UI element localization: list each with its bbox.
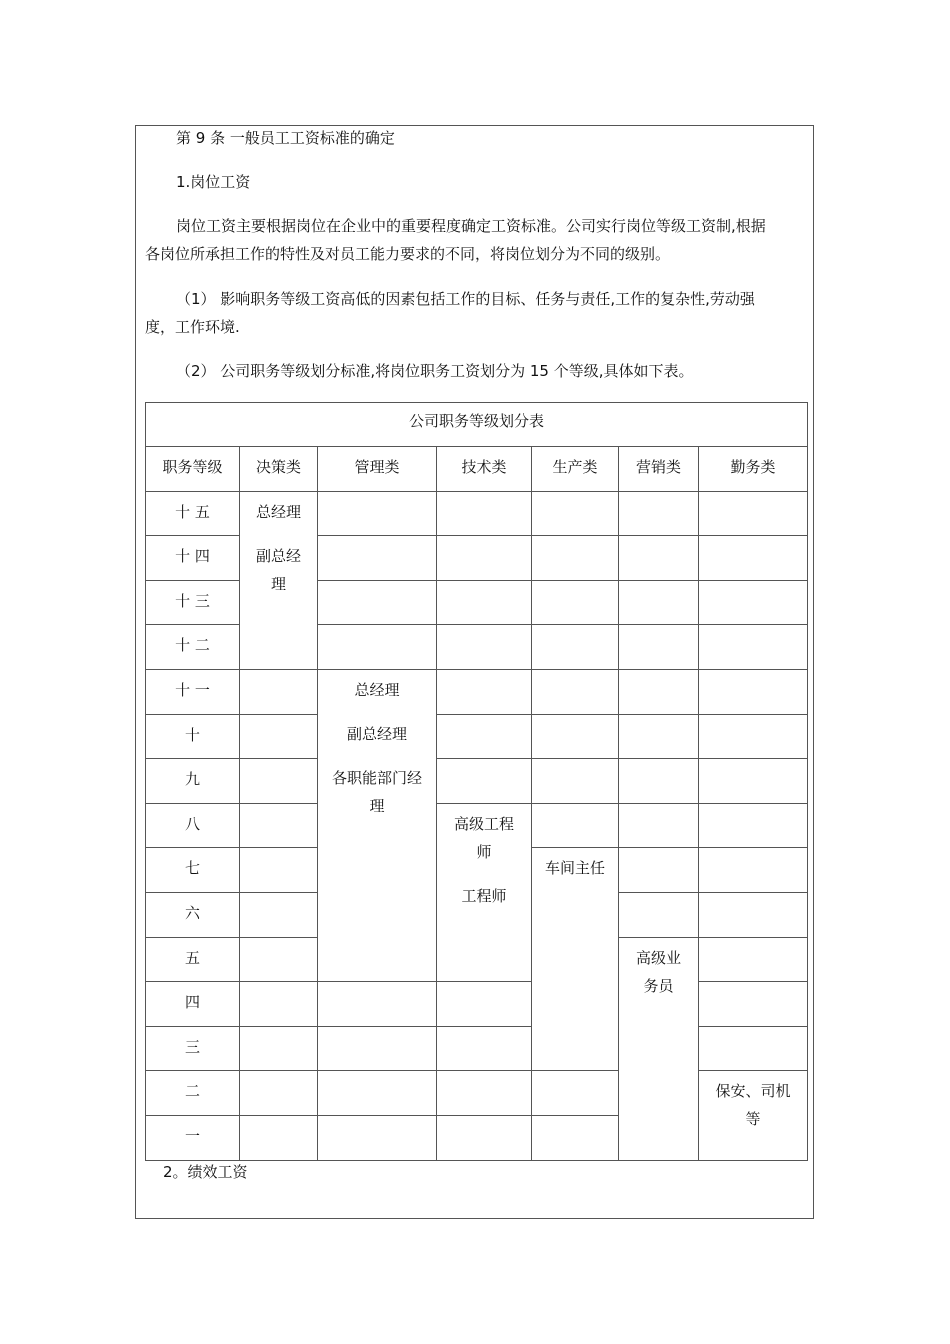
table-header-row — [146, 447, 808, 492]
table-row — [146, 714, 808, 759]
empty-cell — [699, 759, 808, 804]
empty-cell — [619, 892, 699, 937]
table-row — [146, 491, 808, 536]
empty-cell — [437, 669, 532, 714]
empty-cell — [619, 848, 699, 893]
empty-cell — [699, 803, 808, 848]
empty-cell — [437, 1026, 532, 1071]
empty-cell — [619, 714, 699, 759]
management-cell — [318, 669, 437, 981]
grade-cell: 二 — [146, 1071, 240, 1116]
marketing-text: 高级业 — [635, 948, 681, 967]
empty-cell — [619, 625, 699, 670]
grade-cell: 四 — [146, 982, 240, 1027]
empty-cell — [318, 1071, 437, 1116]
header-production: 生产类 — [532, 447, 619, 492]
table-title: 公司职务等级划分表 — [146, 403, 808, 447]
empty-cell — [437, 714, 532, 759]
technical-text: 师 — [476, 842, 492, 861]
item1-paragraph-line-1: （1） 影响职务等级工资高低的因素包括工作的目标、任务与责任,工作的复杂性,劳动强 — [176, 290, 755, 308]
empty-cell — [437, 491, 532, 536]
empty-cell — [437, 1115, 532, 1160]
empty-cell — [532, 491, 619, 536]
empty-cell — [699, 1026, 808, 1071]
empty-cell — [437, 759, 532, 804]
empty-cell — [240, 892, 318, 937]
intro-paragraph-line-1: 岗位工资主要根据岗位在企业中的重要程度确定工资标准。公司实行岗位等级工资制,根据 — [176, 217, 766, 235]
empty-cell — [240, 803, 318, 848]
service-cell — [699, 1071, 808, 1160]
empty-cell — [240, 759, 318, 804]
empty-cell — [532, 1115, 619, 1160]
empty-cell — [532, 580, 619, 625]
empty-cell — [240, 714, 318, 759]
header-marketing: 营销类 — [619, 447, 699, 492]
empty-cell — [437, 580, 532, 625]
empty-cell — [240, 1071, 318, 1116]
grade-cell: 一 — [146, 1115, 240, 1160]
empty-cell — [318, 982, 437, 1027]
table-row — [146, 1071, 808, 1116]
empty-cell — [318, 1115, 437, 1160]
job-grade-table — [145, 402, 808, 1161]
management-text: 各职能部门经 — [331, 768, 422, 787]
item2-paragraph: （2） 公司职务等级划分标准,将岗位职务工资划分为 15 个等级,具体如下表。 — [176, 362, 694, 380]
empty-cell — [318, 491, 437, 536]
grade-cell: 六 — [146, 892, 240, 937]
marketing-text: 务员 — [643, 976, 674, 995]
production-cell — [532, 848, 619, 1071]
empty-cell — [240, 1026, 318, 1071]
section-title-position-wage: 1.岗位工资 — [176, 173, 251, 191]
item1-paragraph-line-2: 度，工作环境. — [145, 318, 240, 336]
grade-cell: 七 — [146, 848, 240, 893]
marketing-cell — [619, 937, 699, 1160]
empty-cell — [699, 669, 808, 714]
grade-cell: 十 一 — [146, 669, 240, 714]
empty-cell — [318, 625, 437, 670]
table-row — [146, 803, 808, 848]
technical-text: 高级工程 — [453, 814, 514, 833]
empty-cell — [437, 625, 532, 670]
decision-text: 总经理 — [255, 502, 301, 521]
header-management: 管理类 — [318, 447, 437, 492]
empty-cell — [699, 491, 808, 536]
empty-cell — [619, 491, 699, 536]
empty-cell — [437, 536, 532, 581]
technical-text: 工程师 — [461, 886, 507, 905]
empty-cell — [532, 759, 619, 804]
empty-cell — [619, 669, 699, 714]
grade-cell: 八 — [146, 803, 240, 848]
empty-cell — [699, 536, 808, 581]
empty-cell — [318, 580, 437, 625]
table-row — [146, 759, 808, 804]
table-row — [146, 669, 808, 714]
empty-cell — [532, 625, 619, 670]
empty-cell — [699, 714, 808, 759]
empty-cell — [699, 580, 808, 625]
grade-cell: 十 五 — [146, 491, 240, 536]
empty-cell — [699, 892, 808, 937]
table-row — [146, 982, 808, 1027]
empty-cell — [240, 669, 318, 714]
technical-cell — [437, 803, 532, 981]
management-text: 理 — [369, 796, 385, 815]
empty-cell — [532, 536, 619, 581]
header-grade: 职务等级 — [146, 447, 240, 492]
management-text: 副总经理 — [346, 724, 407, 743]
table-row — [146, 1026, 808, 1071]
grade-cell: 十 三 — [146, 580, 240, 625]
header-technical: 技术类 — [437, 447, 532, 492]
empty-cell — [437, 1071, 532, 1116]
grade-cell: 九 — [146, 759, 240, 804]
empty-cell — [619, 580, 699, 625]
article-heading: 第 9 条 一般员工工资标准的确定 — [176, 129, 395, 147]
grade-cell: 五 — [146, 937, 240, 982]
empty-cell — [240, 848, 318, 893]
empty-cell — [619, 759, 699, 804]
decision-text: 副总经 — [255, 546, 301, 565]
empty-cell — [437, 982, 532, 1027]
decision-text: 理 — [270, 574, 286, 593]
empty-cell — [532, 803, 619, 848]
empty-cell — [532, 1071, 619, 1116]
grade-cell: 十 — [146, 714, 240, 759]
empty-cell — [619, 536, 699, 581]
empty-cell — [318, 536, 437, 581]
intro-paragraph-line-2: 各岗位所承担工作的特性及对员工能力要求的不同，将岗位划分为不同的级别。 — [145, 245, 671, 263]
empty-cell — [532, 714, 619, 759]
empty-cell — [699, 625, 808, 670]
service-text: 保安、司机 — [715, 1082, 791, 1101]
management-text: 总经理 — [354, 680, 400, 699]
empty-cell — [699, 982, 808, 1027]
empty-cell — [532, 669, 619, 714]
header-decision: 决策类 — [240, 447, 318, 492]
empty-cell — [699, 848, 808, 893]
empty-cell — [240, 1115, 318, 1160]
production-text: 车间主任 — [544, 859, 605, 878]
empty-cell — [699, 937, 808, 982]
grade-cell: 十 四 — [146, 536, 240, 581]
header-service: 勤务类 — [699, 447, 808, 492]
empty-cell — [240, 982, 318, 1027]
empty-cell — [619, 803, 699, 848]
empty-cell — [318, 1026, 437, 1071]
grade-cell: 三 — [146, 1026, 240, 1071]
section-title-performance-wage: 2。绩效工资 — [163, 1163, 248, 1181]
empty-cell — [240, 937, 318, 982]
grade-cell: 十 二 — [146, 625, 240, 670]
service-text: 等 — [745, 1110, 761, 1129]
decision-cell — [240, 491, 318, 669]
